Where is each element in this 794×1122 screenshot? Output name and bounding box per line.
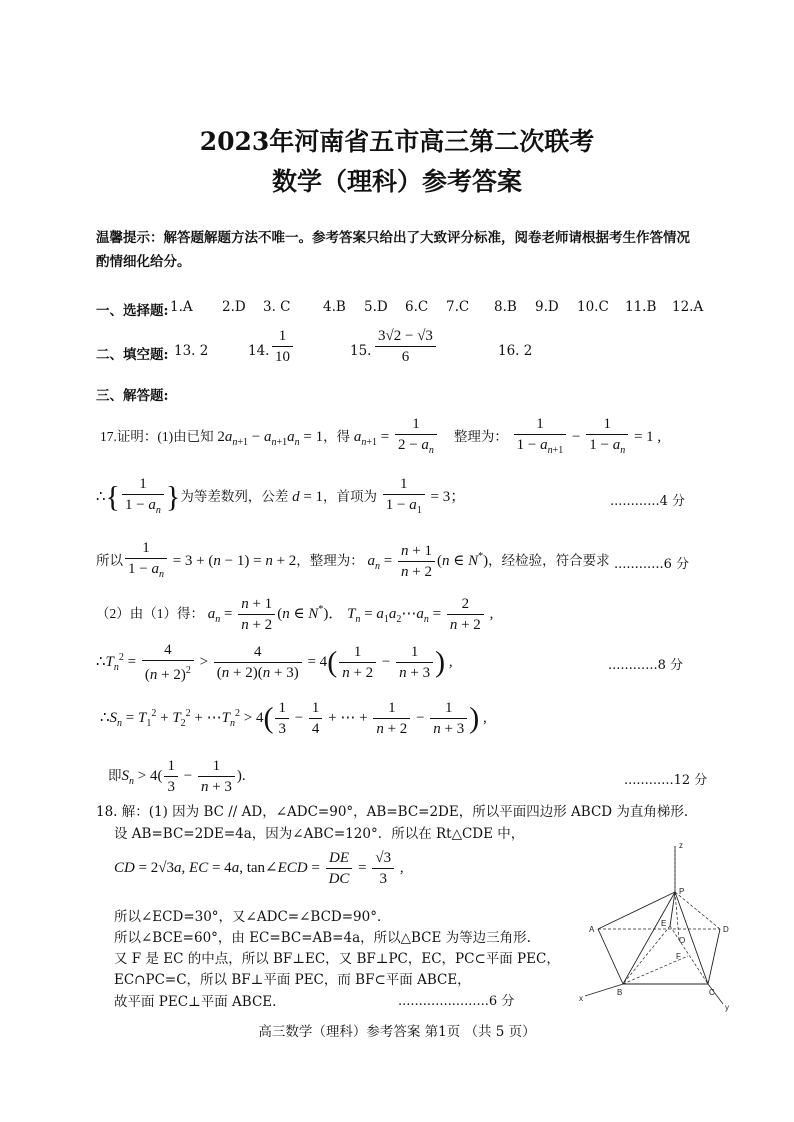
- page-subtitle: 数学（理科）参考答案: [271, 167, 522, 196]
- label-f: F: [676, 952, 681, 961]
- fill-label: 二、填空题:: [96, 347, 169, 363]
- fraction-numerator: 3√2 − √3: [375, 326, 436, 347]
- q17-line6: $\therefore S_n = T_1^2 + T_2^2$ + $\cdots T_n^2 > 4$( $\frac{1}{3}$ − $\frac{1}{4}$ + ⋯ + $\frac{1}{n + 2}$ − $\frac{1}{n + 3}$ ) ,: [100, 700, 487, 737]
- label-e: E: [661, 919, 667, 928]
- q17-line5: $\therefore T_n^2$ = $\frac{4}{(n + 2)^2}$ > $\frac{4}{(n + 2)(n + 3)}$ = 4( $\frac{1}{n + 2}$ − $\frac{1}{n + 3}$ ) ,: [96, 642, 453, 683]
- label-c: C: [709, 988, 715, 997]
- answer-9: 9.D: [535, 299, 559, 315]
- answer-12: 12.A: [672, 299, 704, 315]
- answer-10: 10.C: [577, 299, 609, 315]
- label-x: x: [579, 994, 583, 1003]
- q17-line3: 所以 $\frac{1}{1 - a_n}$ = 3 + (n − 1) = n + 2，整理为： $a_n$ = $\frac{n + 1}{n + 2}$ (n ∈ N*)，经检验，符合要求: [96, 540, 610, 580]
- choice-section: [96, 299, 168, 319]
- answer-7: 7.C: [446, 299, 470, 315]
- q17-part2-intro: （2）由（1）得：: [96, 605, 204, 621]
- geometry-figure: [575, 836, 745, 1016]
- label-y: y: [725, 1003, 729, 1012]
- q17-arrange: 整理为：: [453, 428, 508, 444]
- fill-15-fraction: [373, 326, 438, 367]
- fraction-denominator: 10: [275, 349, 290, 365]
- q18-line4: 所以∠BCE=60°，由 EC=BC=AB=4a，所以△BCE 为等边三角形.: [114, 930, 531, 946]
- q17-line4: （2）由（1）得： $a_n$ = $\frac{n + 1}{n + 2}$ (n ∈ N*)． $T_n$ = $a_1a_2\cdots a_n$ = $\frac{2}{n + 2}$ ,: [96, 596, 494, 633]
- q18-line3: 所以∠ECD=30°，又∠ADC=∠BCD=90°．: [114, 909, 391, 925]
- fill-16: 16. 2: [498, 343, 533, 359]
- q17-line7: 即$S_n > 4$( $\frac{1}{3}$ − $\frac{1}{n + 3}$ ).: [108, 758, 246, 795]
- answer-4: 4.B: [323, 299, 346, 315]
- q18-line6: EC∩PC=C，所以 BF⊥平面 PEC，而 BF⊂平面 ABCE，: [114, 972, 471, 988]
- label-d: D: [723, 925, 729, 934]
- q17-score-12: ............12 分: [624, 773, 708, 788]
- fill-14: 14.: [248, 343, 270, 359]
- q17-step2-a: 为等差数列，公差: [180, 488, 289, 504]
- q17-score-4: ............4 分: [610, 494, 685, 509]
- q17-step3-c: ，经检验，符合要求: [488, 552, 610, 568]
- fill-14-fraction: [270, 326, 295, 367]
- fill-15: 15.: [350, 343, 372, 359]
- q18-line5: 又 F 是 EC 的中点，所以 BF⊥EC，又 BF⊥PC，EC，PC⊂平面 PEC，: [114, 951, 560, 967]
- q17-given: ，得: [323, 428, 351, 444]
- label-p: P: [679, 887, 685, 896]
- page-footer: 高三数学（理科）参考答案 第1页 （共 5 页）: [258, 1024, 536, 1040]
- q18-line2: 设 AB=BC=2DE=4a，因为∠ABC=120°．所以在 Rt△CDE 中，: [114, 826, 525, 842]
- answer-5: 5.D: [364, 299, 388, 315]
- q17-step3-a: 所以: [96, 552, 123, 568]
- label-b: B: [617, 988, 623, 997]
- label-a: A: [589, 925, 595, 934]
- q17-last-prefix: 即: [108, 767, 122, 783]
- label-o: O: [679, 936, 686, 945]
- q17-score-6: ............6 分: [614, 557, 689, 572]
- answer-2: 2.D: [222, 299, 246, 315]
- label-z: z: [679, 841, 683, 850]
- q17-intro: 17.证明：(1)由已知: [100, 428, 214, 444]
- answer-6: 6.C: [405, 299, 429, 315]
- q18-line1: 18. 解：(1) 因为 BC // AD，∠ADC=90°，AB=BC=2DE，所以平面四边形 ABCD 为直角梯形.: [96, 804, 689, 820]
- answer-1: 1.A: [170, 299, 193, 315]
- q17-line1: 17.证明：(1)由已知 $2a_{n+1} - a_{n+1}a_n = 1$，得 $a_{n+1}$ = $\frac{1}{2 - a_n}$ 整理为： $\frac{1}{1 - a_{n+1}}$ − $\frac{1}{1 - a_n}$ = 1 ,: [100, 416, 662, 456]
- choice-label: 一、选择题:: [96, 303, 169, 319]
- q18-line7: 故平面 PEC⊥平面 ABCE.: [114, 994, 277, 1010]
- answer-8: 8.B: [494, 299, 517, 315]
- q17-step2-b: ，首项为: [323, 488, 378, 504]
- fraction-denominator: 6: [401, 349, 410, 365]
- q18-score-6: ......................6 分: [398, 994, 515, 1009]
- page-title: 2023年河南省五市高三第二次联考: [199, 127, 595, 156]
- reminder-note: 温馨提示：解答题解题方法不唯一。参考答案只给出了大致评分标准，阅卷老师请根据考生作答情况酌情细化给分。: [96, 230, 690, 270]
- fraction-numerator: 1: [272, 326, 293, 347]
- q17-score-8: ............8 分: [608, 658, 683, 673]
- solution-label: 三、解答题:: [96, 388, 169, 404]
- q17-line2: ∴{ $\frac{1}{1 - a_n}$ }为等差数列，公差 d = 1，首项为 $\frac{1}{1 - a_1}$ = 3；: [96, 476, 466, 516]
- answer-11: 11.B: [625, 299, 657, 315]
- q17-step3-b: ，整理为：: [296, 552, 364, 568]
- fill-13: 13. 2: [174, 343, 209, 359]
- answer-3: 3. C: [263, 299, 291, 315]
- q18-formula: CD = 2√3a, EC = 4a, tan∠ECD = $\frac{DE}{DC}$ = $\frac{√3}{3}$ ,: [114, 850, 404, 887]
